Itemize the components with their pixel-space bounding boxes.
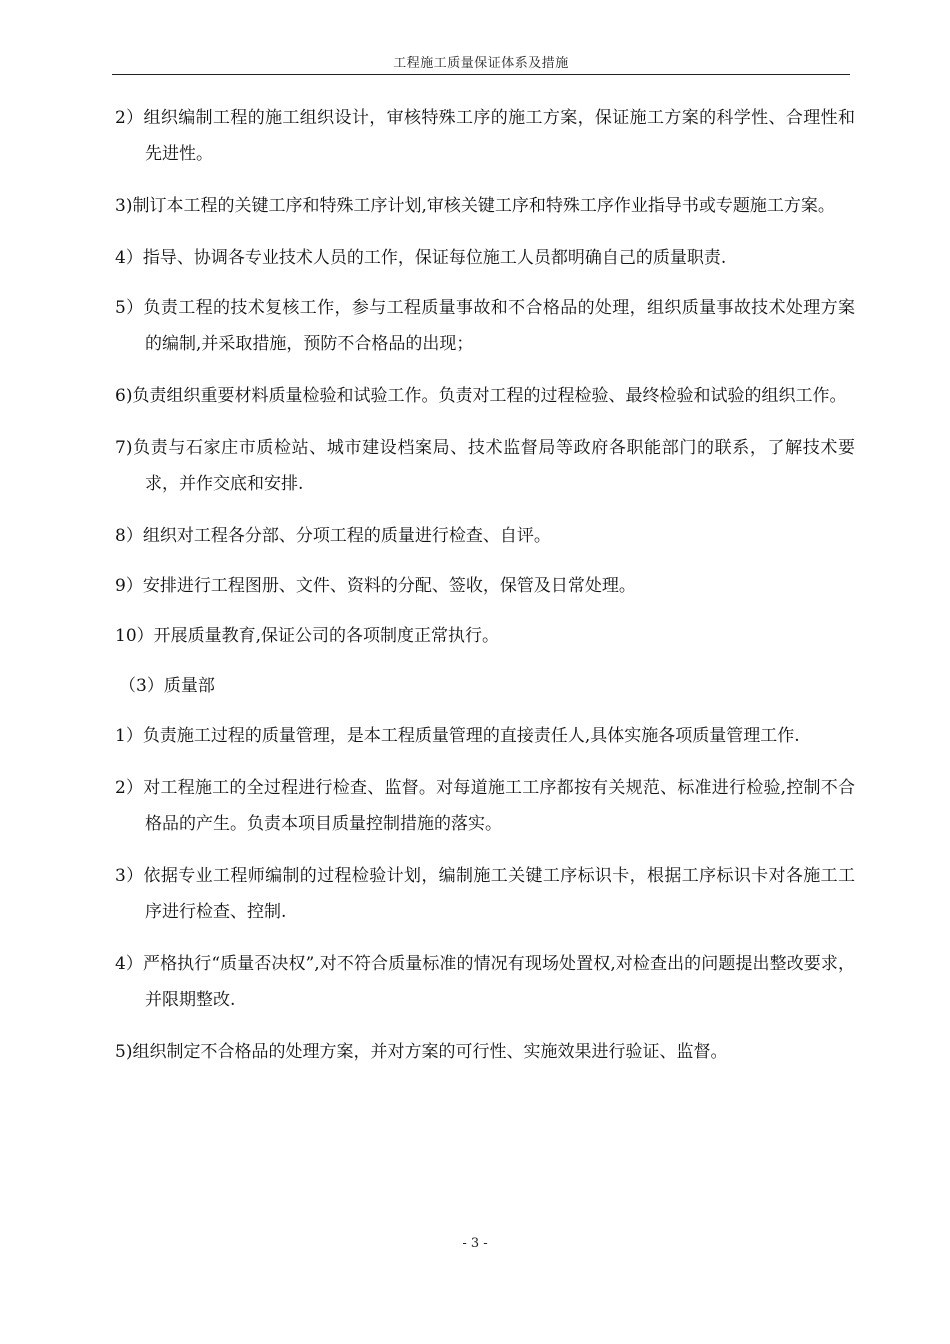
document-body [115,100,855,1084]
list-item: 4）严格执行“质量否决权”,对不符合质量标准的情况有现场处置权,对检查出的问题提出整改要求，并限期整改. [115,954,855,1010]
page-header [112,52,850,75]
list-item: 2）对工程施工的全过程进行检查、监督。对每道施工工序都按有关规范、标准进行检验,控制不合格品的产生。负责本项目质量控制措施的落实。 [115,778,855,834]
list-item: 4）指导、协调各专业技术人员的工作，保证每位施工人员都明确自己的质量职责. [115,248,727,268]
list-item: 3）依据专业工程师编制的过程检验计划，编制施工关键工序标识卡，根据工序标识卡对各施工工序进行检查、控制. [115,866,855,922]
list-item: 3)制订本工程的关键工序和特殊工序计划,审核关键工序和特殊工序作业指导书或专题施工方案。 [115,196,835,216]
list-item: 10）开展质量教育,保证公司的各项制度正常执行。 [115,626,500,646]
list-item: 6)负责组织重要材料质量检验和试验工作。负责对工程的过程检验、最终检验和试验的组织工作。 [115,386,847,406]
list-item: 5）负责工程的技术复核工作，参与工程质量事故和不合格品的处理，组织质量事故技术处理方案的编制,并采取措施，预防不合格品的出现； [115,298,855,354]
list-item: 5)组织制定不合格品的处理方案，并对方案的可行性、实施效果进行验证、监督。 [115,1042,728,1062]
list-item: 1）负责施工过程的质量管理，是本工程质量管理的直接责任人,具体实施各项质量管理工作. [115,726,800,746]
list-item: 2）组织编制工程的施工组织设计，审核特殊工序的施工方案，保证施工方案的科学性、合理性和先进性。 [115,108,855,164]
section-heading: （3）质量部 [119,676,215,696]
list-item: 9）安排进行工程图册、文件、资料的分配、签收，保管及日常处理。 [115,576,636,596]
list-item: 7)负责与石家庄市质检站、城市建设档案局、技术监督局等政府各职能部门的联系，了解技术要求，并作交底和安排. [115,438,855,494]
list-item: 8）组织对工程各分部、分项工程的质量进行检查、自评。 [115,526,551,546]
page-number: - 3 - [462,1236,488,1251]
document-title: 工程施工质量保证体系及措施 [393,56,569,71]
